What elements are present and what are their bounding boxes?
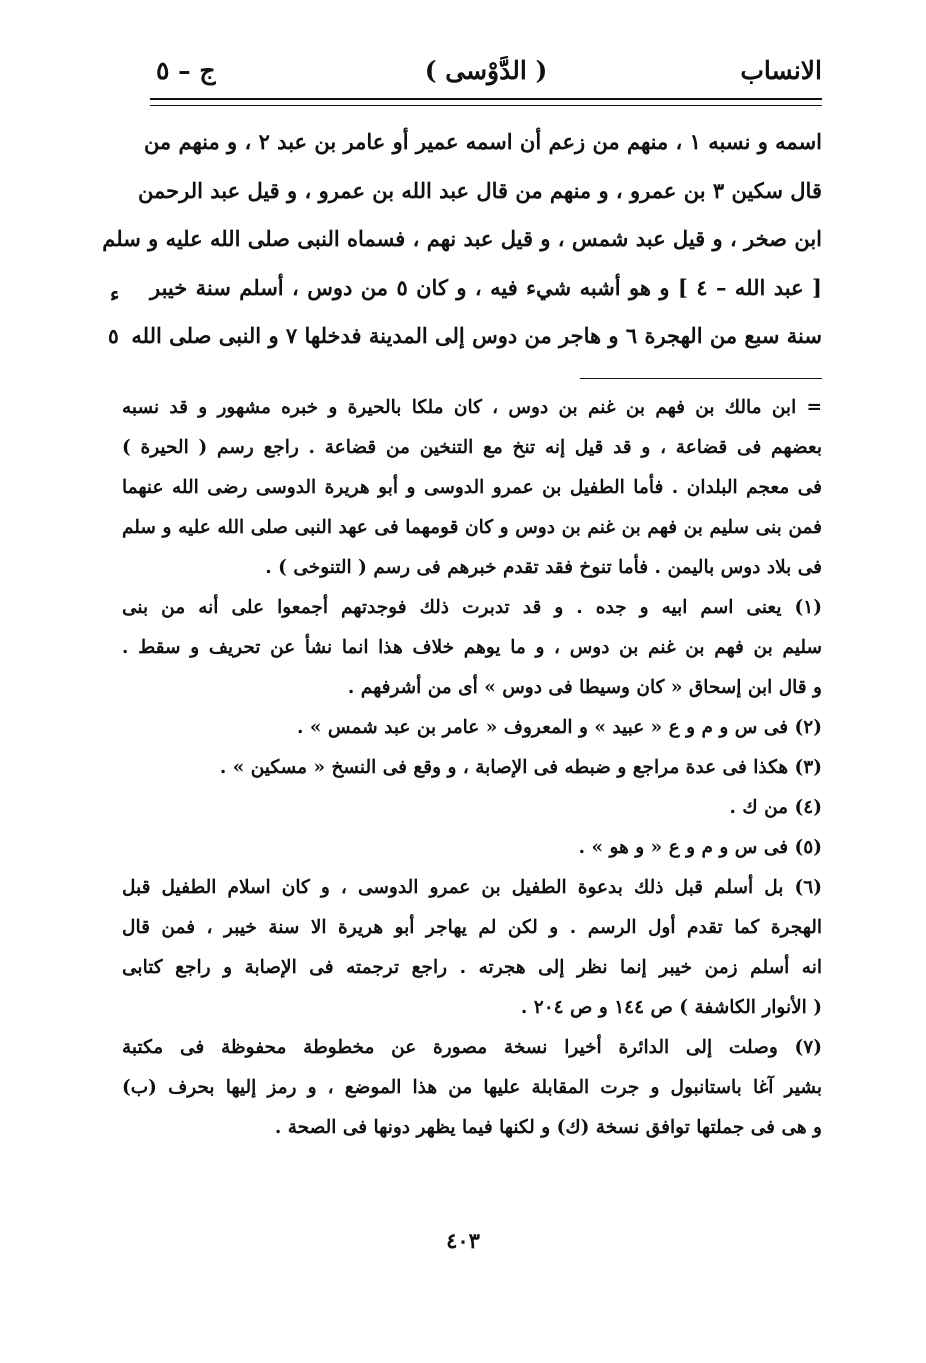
footnote-line: الهجرة كما تقدم أول الرسم . و لكن لم يهاجر أبو هريرة الا سنة خيبر ، فمن قال bbox=[122, 917, 822, 938]
footnote-line: (٤) من ك . bbox=[729, 797, 822, 818]
main-line: سنة سبع من الهجرة ٦ و هاجر من دوس إلى المدينة فدخلها ٧ و النبى صلى الله bbox=[131, 323, 822, 348]
footnote-line: و هى فى جملتها توافق نسخة (ك) و لكنها فيما يظهر دونها فى الصحة . bbox=[274, 1117, 822, 1138]
footnote-line: و قال ابن إسحاق « كان وسيطا فى دوس » أى من أشرفهم . bbox=[347, 677, 822, 698]
page-header bbox=[150, 52, 822, 96]
footnote-line: (٢) فى س و م و ع « عبيد » و المعروف « عامر بن عبد شمس » . bbox=[297, 717, 822, 738]
footnote-line: بعضهم فى قضاعة ، و قد قيل إنه تنخ مع التنخين من قضاعة . راجع رسم ( الحيرة ) bbox=[122, 437, 822, 458]
header-book-title: الانساب bbox=[740, 56, 822, 85]
footnote-line: ( الأنوار الكاشفة ) ص ١٤٤ و ص ٢٠٤ . bbox=[520, 997, 822, 1018]
main-line: اسمه و نسبه ١ ، منهم من زعم أن اسمه عمير أو عامر بن عبد ٢ ، و منهم من bbox=[143, 129, 822, 154]
footnote-line: انه أسلم زمن خيبر إنما نظر إلى هجرته . راجع ترجمته فى الإصابة و راجع كتابى bbox=[122, 957, 822, 978]
header-entry-title: ( الدَّوْسى ) bbox=[424, 56, 548, 85]
footnote-line: = ابن مالك بن فهم بن غنم بن دوس ، كان ملكا بالحيرة و خبره مشهور و قد نسبه bbox=[122, 397, 822, 418]
footnote-separator bbox=[580, 378, 822, 379]
header-rule bbox=[150, 98, 822, 106]
footnotes bbox=[122, 388, 822, 1148]
footnote-line: (٦) بل أسلم قبل ذلك بدعوة الطفيل بن عمرو الدوسى ، و كان اسلام الطفيل قبل bbox=[122, 877, 822, 898]
footnote-line: فمن بنى سليم بن فهم بن غنم بن دوس و كان قومهما فى عهد النبى صلى الله عليه و سلم bbox=[122, 517, 822, 538]
footnote-line: بشير آغا باستانبول و جرت المقابلة عليها من هذا الموضع ، و رمز إليها بحرف (ب) bbox=[122, 1077, 822, 1098]
header-volume: ج – ٥ bbox=[156, 56, 216, 85]
main-text bbox=[102, 118, 822, 361]
footnote-line: (١) يعنى اسم ابيه و جده . و قد تدبرت ذلك فوجدتهم أجمعوا على أنه من بنى bbox=[122, 597, 822, 618]
footnote-line: (٣) هكذا فى عدة مراجع و ضبطه فى الإصابة ، و وقع فى النسخ « مسكين » . bbox=[219, 757, 822, 778]
footnote-line: فى بلاد دوس باليمن . فأما تنوخ فقد تقدم خبرهم فى رسم ( التنوخى ) . bbox=[265, 557, 822, 578]
page-number: ٤٠٣ bbox=[446, 1228, 480, 1253]
margin-line-number: ٥ bbox=[108, 324, 119, 348]
footnote-line: (٧) وصلت إلى الدائرة أخيرا نسخة مصورة عن مخطوطة محفوظة فى مكتبة bbox=[122, 1037, 822, 1058]
main-line: ابن صخر ، و قيل عبد شمس ، و قيل عبد نهم ، فسماه النبى صلى الله عليه و سلم bbox=[102, 226, 822, 251]
footnote-line: سليم بن فهم بن غنم بن دوس ، و ما يوهم خلاف هذا انما نشأ عن تحريف و سقط . bbox=[122, 637, 822, 658]
footnote-line: (٥) فى س و م و ع « و هو » . bbox=[578, 837, 822, 858]
main-line: [ عبد الله – ٤ ] و هو أشبه شيء فيه ، و كان ٥ من دوس ، أسلم سنة خيبر bbox=[150, 274, 822, 300]
main-line: قال سكين ٣ بن عمرو ، و منهم من قال عبد الله بن عمرو ، و قيل عبد الرحمن bbox=[138, 177, 822, 203]
footnote-line: فى معجم البلدان . فأما الطفيل بن عمرو الدوسى و أبو هريرة الدوسى رضى الله عنهما bbox=[122, 477, 822, 498]
margin-marker: ء bbox=[110, 282, 120, 306]
